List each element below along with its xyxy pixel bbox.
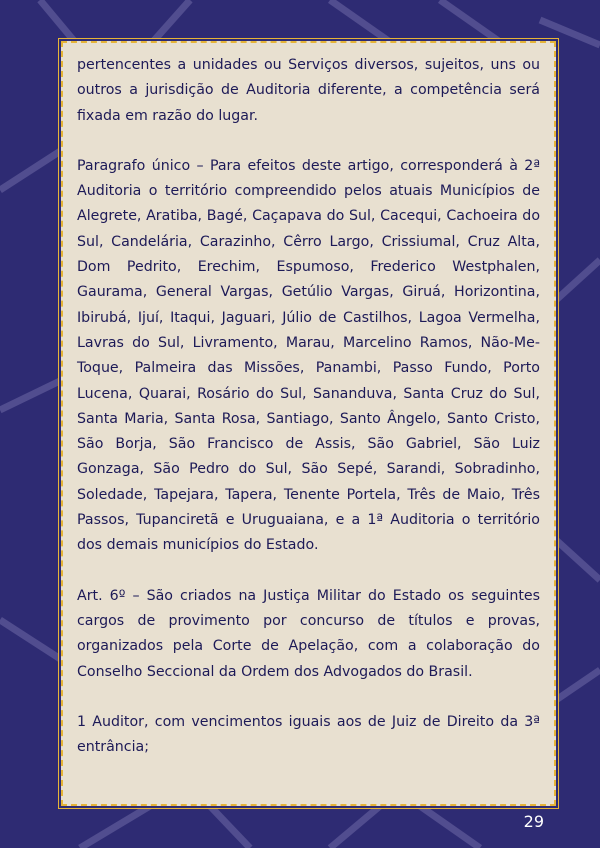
paragraph-auditor: 1 Auditor, com vencimentos iguais aos de Juiz de Direito da 3ª entrância; — [77, 713, 540, 756]
content-panel — [61, 41, 556, 806]
paragraph-continuation: pertencentes a unidades ou Serviços diversos, sujeitos, uns ou outros a jurisdição de Auditoria diferente, a competência será fixada em razão do lugar. — [77, 57, 540, 124]
paragraph-sole-paragraph: Paragrafo único – Para efeitos deste artigo, corresponderá à 2ª Auditoria o território compreendido pelos atuais Municípios de Alegrete, Aratiba, Bagé, Caçapava do Sul, Cacequi, Cachoeira do Sul, Candelária, Carazinho, Cêrro Largo, Crissiumal, Cruz Alta, Dom Pedrito, Erechim, Espumoso, Frederico Westphalen, Gaurama, General Vargas, Getúlio Vargas, Giruá, Horizontina, Ibirubá, Ijuí, Itaqui, Jaguari, Júlio de Castilhos, Lagoa Vermelha, Lavras do Sul, Livramento, Marau, Marcelino Ramos, Não-Me-Toque, Palmeira das Missões, Panambi, Passo Fundo, Porto Lucena, Quarai, Rosário do Sul, Sananduva, Santa Cruz do Sul, Santa Maria, Santa Rosa, Santiago, Santo Ângelo, Santo Cristo, São Borja, São Francisco de Assis, São Gabriel, São Luiz Gonzaga, São Pedro do Sul, São Sepé, Sarandi, Sobradinho, Soledade, Tapejara, Tapera, Tenente Portela, Três de Maio, Três Passos, Tupanciretã e Uruguaiana, e a 1ª Auditoria o território dos demais municípios do Estado. — [77, 157, 540, 554]
page-number: 29 — [523, 812, 544, 831]
body-text — [77, 53, 540, 785]
paragraph-article-6: Art. 6º – São criados na Justiça Militar do Estado os seguintes cargos de provimento por concurso de títulos e provas, organizados pela Corte de Apelação, com a colaboração do Conselho Seccional da Ordem dos Advogados do Brasil. — [77, 587, 540, 680]
